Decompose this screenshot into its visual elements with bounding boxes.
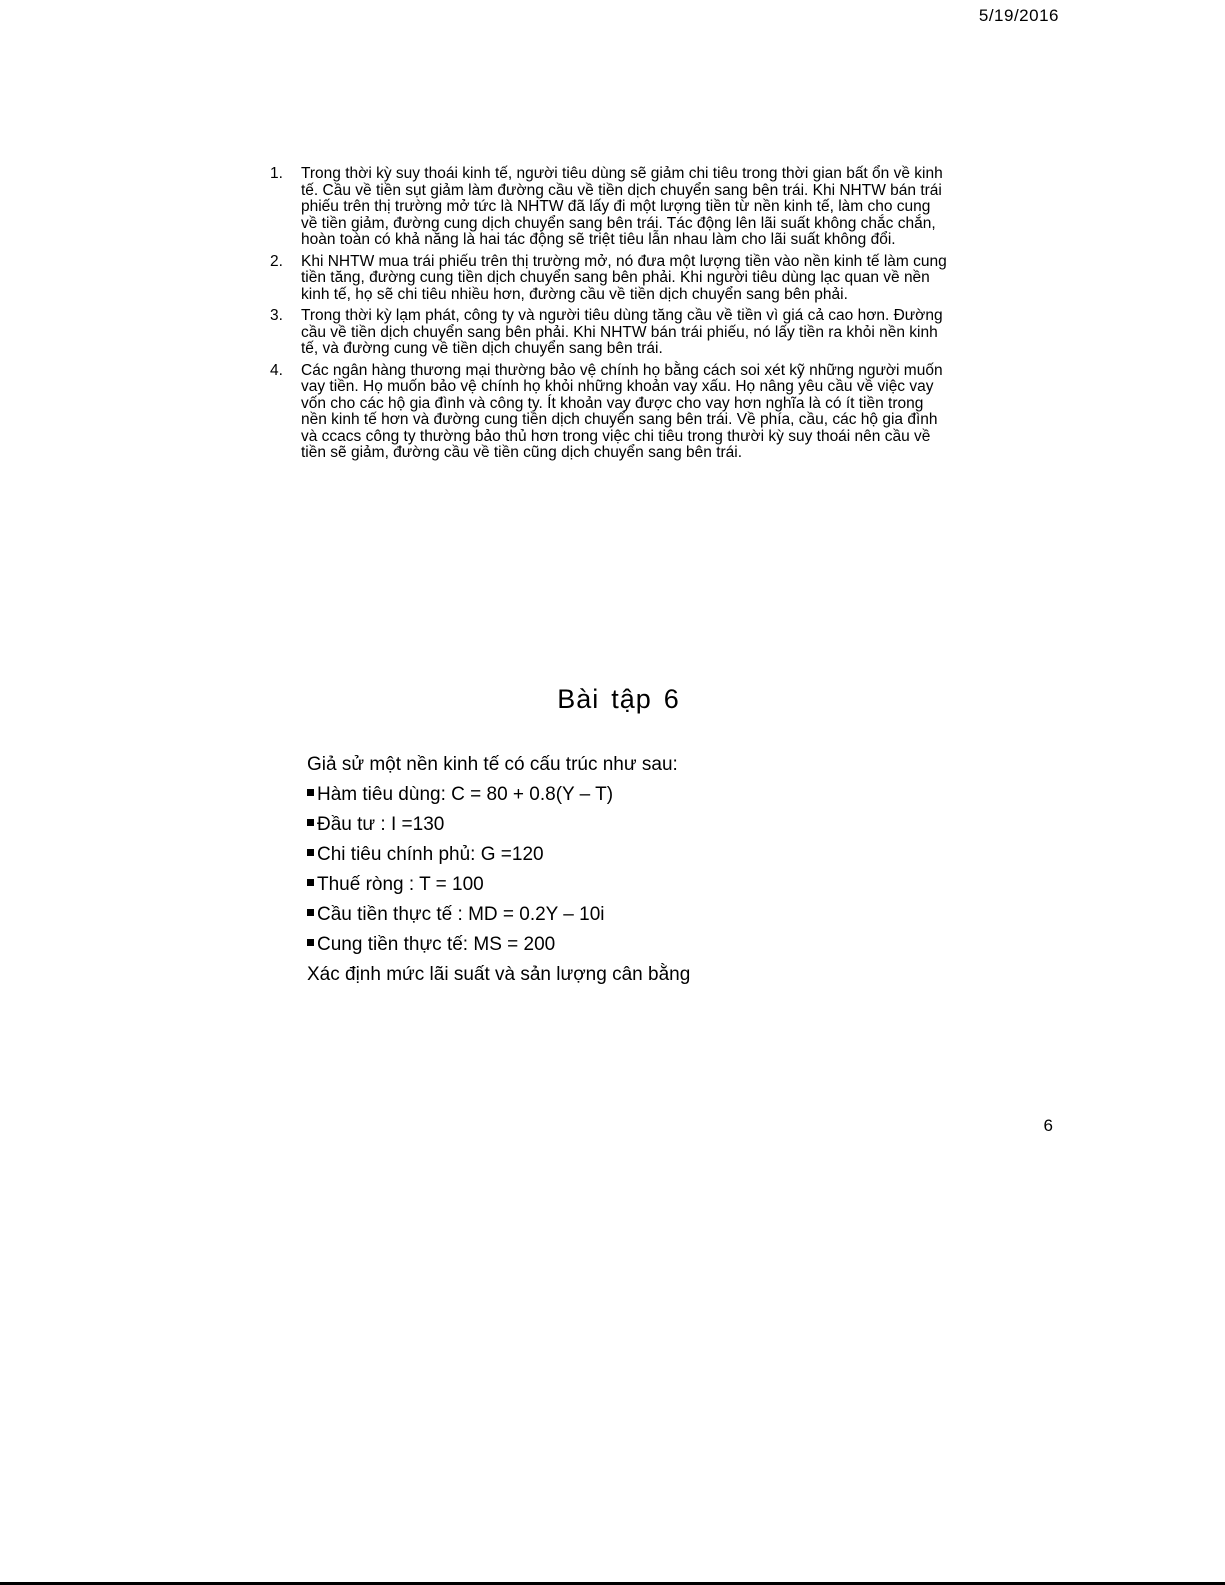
- exercise-body: [307, 750, 947, 990]
- exercise-title-number: 6: [663, 684, 680, 714]
- answer-list: [270, 166, 950, 467]
- square-bullet-icon: [307, 819, 314, 826]
- exercise-title-word: Bài: [557, 684, 600, 714]
- answer-item: [270, 308, 950, 358]
- answer-text: Trong thời kỳ suy thoái kinh tế, người tiêu dùng sẽ giảm chi tiêu trong thời gian bất ổn về kinh tế. Cầu về tiền sụt giảm làm đường cầu về tiền dịch chuyển sang bên trái. Khi NHTW bán trái phiếu trên thị trường mở tức là NHTW đã lấy đi một lượng tiền từ nền kinh tế, làm cho cung về tiền giảm, đường cung dịch chuyển sang bên trái. Tác động lên lãi suất không chắc chắn, hoàn toàn có khả năng là hai tác động sẽ triệt tiêu lẫn nhau làm cho lãi suất không đổi.: [301, 165, 943, 248]
- exercise-item-text: Cầu tiền thực tế : MD = 0.2Y – 10i: [317, 904, 605, 925]
- answer-text: Khi NHTW mua trái phiếu trên thị trường mở, nó đưa một lượng tiền vào nền kinh tế làm cung tiền tăng, đường cung tiền dịch chuyển sang bên phải. Khi người tiêu dùng lạc quan về nền kinh tế, họ sẽ chi tiêu nhiều hơn, đường cầu về tiền dịch chuyển sang bên phải.: [301, 252, 947, 303]
- exercise-item-text: Đầu tư : I =130: [317, 814, 445, 835]
- square-bullet-icon: [307, 879, 314, 886]
- exercise-item: [307, 930, 947, 960]
- square-bullet-icon: [307, 939, 314, 946]
- exercise-item-text: Cung tiền thực tế: MS = 200: [317, 934, 556, 955]
- header-date: 5/19/2016: [978, 6, 1059, 25]
- exercise-item: [307, 840, 947, 870]
- exercise-title: [0, 684, 1225, 715]
- answer-text: Các ngân hàng thương mại thường bảo vệ chính họ bằng cách soi xét kỹ những người muốn vay tiền. Họ muốn bảo vệ chính họ khỏi những khoản vay xấu. Họ nâng yêu cầu về việc vay vốn cho các hộ gia đình và công ty. Ít khoản vay được cho vay hơn nghĩa là có ít tiền trong nền kinh tế hơn và đường cung tiền dịch chuyển sang bên trái. Về phía, cầu, các hộ gia đình và ccacs công ty thường bảo thủ hơn trong việc chi tiêu trong thười kỳ suy thoái nên cầu về tiền sẽ giảm, đường cầu về tiền cũng dịch chuyển sang bên trái.: [301, 361, 943, 461]
- square-bullet-icon: [307, 909, 314, 916]
- exercise-item-text: Chi tiêu chính phủ: G =120: [317, 844, 544, 865]
- exercise-item-text: Thuế ròng : T = 100: [317, 874, 484, 895]
- answer-item: [270, 166, 950, 249]
- page-number: 6: [1043, 1116, 1053, 1135]
- answer-text: Trong thời kỳ lạm phát, công ty và người tiêu dùng tăng cầu về tiền vì giá cả cao hơn. Đường cầu về tiền dịch chuyển sang bên phải. Khi NHTW bán trái phiếu, nó lấy tiền ra khỏi nền kinh tế, và đường cung về tiền dịch chuyển sang bên trái.: [301, 307, 943, 357]
- answer-number: 4.: [270, 361, 283, 379]
- exercise-intro: Giả sử một nền kinh tế có cấu trúc như sau:: [307, 754, 678, 775]
- exercise-question: Xác định mức lãi suất và sản lượng cân bằng: [307, 964, 691, 985]
- exercise-item-text: Hàm tiêu dùng: C = 80 + 0.8(Y – T): [317, 784, 614, 805]
- answer-number: 3.: [270, 307, 283, 324]
- exercise-item: [307, 900, 947, 930]
- exercise-item: [307, 810, 947, 840]
- square-bullet-icon: [307, 849, 314, 856]
- exercise-item: [307, 870, 947, 900]
- exercise-item: [307, 780, 947, 810]
- answer-number: 2.: [270, 252, 283, 270]
- answer-item: [270, 363, 950, 462]
- answer-item: [270, 254, 950, 304]
- exercise-title-word2: tập: [611, 684, 652, 714]
- square-bullet-icon: [307, 789, 314, 796]
- answer-number: 1.: [270, 165, 283, 182]
